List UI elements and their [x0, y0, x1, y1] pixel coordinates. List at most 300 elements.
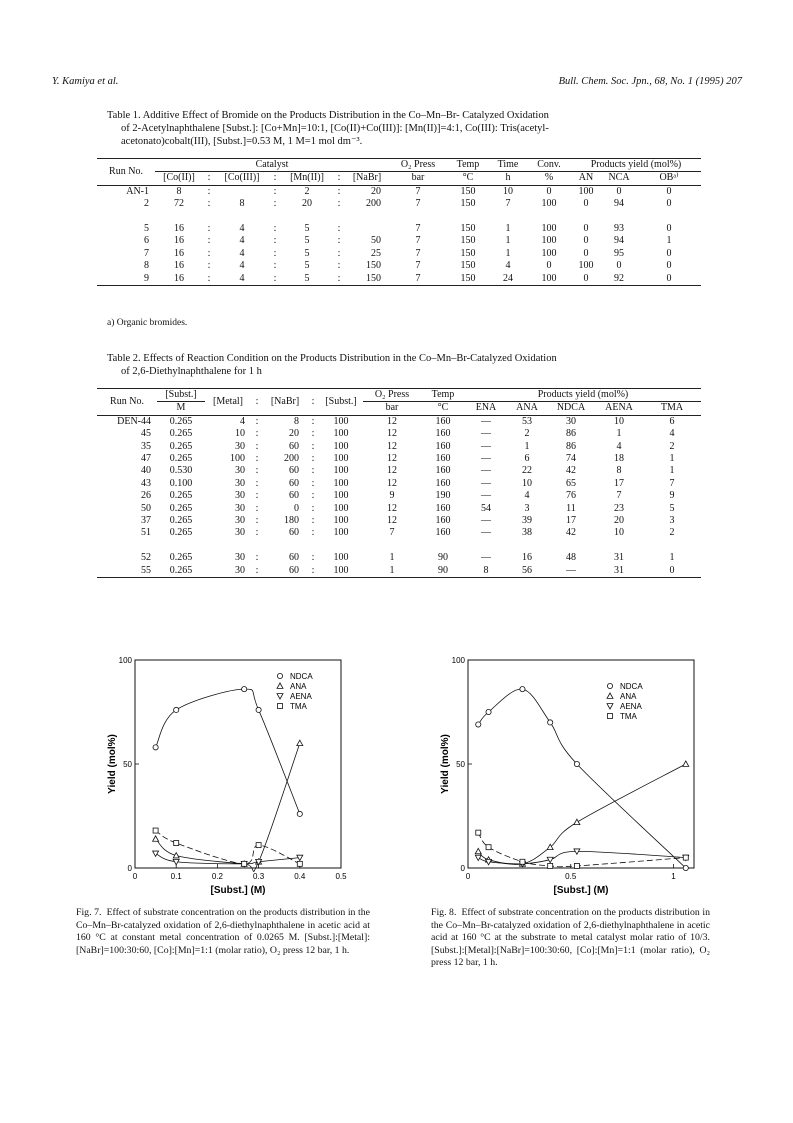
t2-tma: 2: [669, 527, 675, 539]
t2-o2: 7: [389, 527, 395, 539]
t2-colon: :: [311, 428, 315, 440]
t2-temp: 160: [435, 453, 451, 465]
t2-colon: :: [311, 552, 315, 564]
t2-ndca: —: [566, 564, 576, 576]
t1-time: 7: [505, 198, 511, 210]
t1-co2: 16: [174, 272, 184, 284]
t2-ena: —: [481, 440, 491, 452]
t1-co3: 4: [239, 272, 245, 284]
t1-colon: :: [337, 235, 341, 247]
t2-subst: 0.265: [169, 415, 193, 427]
t2-colon: :: [311, 515, 315, 527]
t2-tma: 3: [669, 515, 675, 527]
t1-mn: 5: [304, 247, 310, 259]
t2-nabr: 60: [289, 477, 299, 489]
t2-colon: :: [311, 490, 315, 502]
t1-o2: 7: [415, 260, 421, 272]
t2-sub-tma: TMA: [660, 402, 684, 414]
t1-run: 5: [144, 223, 149, 235]
t2-subst: 0.265: [169, 552, 193, 564]
t1-colon: :: [273, 223, 277, 235]
t2-metal: 30: [235, 564, 245, 576]
t1-an: 0: [583, 198, 589, 210]
t2-nabr: 60: [289, 564, 299, 576]
fig8-legend-label-ana: ANA: [620, 692, 637, 701]
t2-aena: 8: [616, 465, 622, 477]
fig7-y-tick-label: 100: [118, 656, 132, 665]
t2-subst2: 100: [333, 453, 349, 465]
fig8-data-point-ndca: [548, 720, 553, 725]
running-head-authors: Y. Kamiya et al.: [52, 76, 119, 87]
t2-subst: 0.265: [169, 490, 193, 502]
figure-7-chart: [100, 652, 360, 897]
t1-mn: 5: [304, 235, 310, 247]
table-row: [97, 260, 701, 272]
t2-ana: 16: [522, 552, 532, 564]
t2-tma: 1: [669, 552, 675, 564]
t2-unit-c: °C: [437, 402, 449, 414]
fig8-data-point-tma: [683, 855, 688, 860]
t2-colon: :: [255, 564, 259, 576]
table2-caption-line1: Table 2. Effects of Reaction Condition on the Products Distribution in the Co–Mn–Br-Catalyzed Oxidation: [107, 353, 557, 364]
t2-ena: —: [481, 527, 491, 539]
t1-unit-h: h: [505, 172, 511, 184]
fig8-data-point-tma: [574, 863, 579, 868]
fig8-data-point-aena: [475, 855, 481, 860]
fig8-y-tick-label: 50: [456, 760, 465, 769]
fig8-data-point-ndca: [476, 722, 481, 727]
fig8-caption-label: Fig. 8.: [431, 907, 457, 918]
t2-run: 26: [141, 490, 151, 502]
t2-o2: 12: [387, 453, 397, 465]
table-2: [97, 388, 701, 578]
fig8-data-point-tma: [548, 863, 553, 868]
t1-ob: 1: [666, 235, 672, 247]
t1-conv: 0: [546, 260, 552, 272]
t2-colon: :: [255, 527, 259, 539]
t1-time: 1: [505, 247, 511, 259]
t2-colon: :: [255, 428, 259, 440]
t2-subst2: 100: [333, 415, 349, 427]
t1-unit-pct: %: [544, 172, 554, 184]
t2-o2: 12: [387, 440, 397, 452]
t2-o2: 12: [387, 428, 397, 440]
t2-metal: 10: [235, 428, 245, 440]
t2-ena: —: [481, 552, 491, 564]
t1-sub-ob: OBᵃ⁾: [659, 172, 679, 184]
t2-run: 40: [141, 465, 151, 477]
table1-caption: [107, 109, 697, 148]
fig7-legend-marker-tma: [278, 704, 283, 709]
t2-ana: 22: [522, 465, 532, 477]
t1-ob: 0: [666, 272, 672, 284]
t1-mn: 5: [304, 272, 310, 284]
fig8-data-point-ana: [574, 819, 580, 824]
t1-co2: 16: [174, 247, 184, 259]
t2-ena: —: [481, 453, 491, 465]
table-row: [97, 453, 701, 465]
table-row: [97, 565, 701, 578]
t1-unit-bar: bar: [411, 172, 425, 184]
t1-an: 0: [583, 247, 589, 259]
t2-run: 35: [141, 440, 151, 452]
fig7-data-point-tma: [297, 861, 302, 866]
fig7-x-tick-label: 0.3: [253, 872, 265, 881]
t1-nca: 93: [614, 223, 624, 235]
t2-metal: 30: [235, 477, 245, 489]
table-row: [97, 198, 701, 210]
t1-nabr: [345, 223, 389, 235]
table-row: [97, 428, 701, 440]
fig8-data-point-tma: [520, 859, 525, 864]
t2-colon: :: [255, 395, 259, 407]
t1-conv: 100: [541, 198, 557, 210]
table-row: [97, 490, 701, 502]
t1-nca: 95: [614, 247, 624, 259]
t1-co3: 4: [239, 260, 245, 272]
t1-colon: :: [273, 198, 277, 210]
t2-metal: 30: [235, 490, 245, 502]
t2-ndca: 48: [566, 552, 576, 564]
table-row: [97, 235, 701, 247]
t1-an: 100: [578, 260, 594, 272]
fig8-x-tick-label: 1: [671, 872, 676, 881]
fig7-x-tick-label: 0.1: [170, 872, 182, 881]
table-row: [97, 465, 701, 477]
t2-nabr: 60: [289, 440, 299, 452]
t2-ndca: 17: [566, 515, 576, 527]
t1-colon: :: [337, 247, 341, 259]
t1-colon: :: [207, 172, 211, 184]
t2-header-subst2: [Subst.]: [325, 395, 357, 407]
t1-nca: 0: [616, 185, 622, 197]
t2-subst: 0.265: [169, 527, 193, 539]
fig7-y-tick-label: 50: [123, 760, 132, 769]
t1-an: 0: [583, 223, 589, 235]
t1-colon: :: [273, 247, 277, 259]
t2-temp: 90: [438, 552, 448, 564]
t2-colon: :: [311, 415, 315, 427]
table-row: [97, 527, 701, 539]
t1-unit-c: °C: [462, 172, 474, 184]
fig7-legend-label-tma: TMA: [290, 702, 307, 711]
t1-header-run: Run No.: [109, 165, 143, 177]
table2-caption: [107, 352, 697, 378]
t1-co2: 8: [176, 185, 182, 197]
t1-colon: :: [273, 185, 277, 197]
table-row: [97, 273, 701, 286]
t1-header-temp: Temp: [447, 159, 489, 172]
t2-nabr: 8: [294, 415, 299, 427]
t2-aena: 18: [614, 453, 624, 465]
t1-temp: 150: [460, 247, 476, 259]
t1-header-catalyst: Catalyst: [155, 159, 389, 172]
fig8-y-tick-label: 0: [460, 864, 465, 873]
fig7-data-point-tma: [153, 828, 158, 833]
fig8-legend-marker-tma: [608, 714, 613, 719]
fig8-data-point-ndca: [520, 687, 525, 692]
t2-metal: 30: [235, 502, 245, 514]
table-row: [97, 415, 701, 428]
t2-nabr: 60: [289, 490, 299, 502]
t2-ena: —: [481, 477, 491, 489]
t2-tma: 1: [669, 465, 675, 477]
table2-caption-line2: of 2,6-Diethylnaphthalene for 1 h: [121, 366, 262, 377]
fig8-data-point-ndca: [574, 761, 579, 766]
t2-ena: 8: [483, 564, 489, 576]
fig8-legend-marker-aena: [607, 704, 613, 709]
t2-o2: 1: [389, 552, 395, 564]
t2-subst: 0.100: [169, 477, 193, 489]
t1-o2: 7: [415, 198, 421, 210]
t1-colon: :: [207, 185, 211, 197]
t1-nabr: 50: [371, 235, 381, 247]
t1-time: 10: [503, 185, 513, 197]
t2-subst2: 100: [333, 465, 349, 477]
fig7-series-line-tma: [156, 831, 300, 864]
t2-colon: :: [311, 564, 315, 576]
t2-aena: 10: [614, 415, 624, 427]
t2-subst2: 100: [333, 552, 349, 564]
t2-ana: 2: [524, 428, 530, 440]
t1-sub-mn: [Mn(II)]: [290, 172, 324, 184]
t2-tma: 9: [669, 490, 675, 502]
t2-o2: 12: [387, 502, 397, 514]
t2-colon: :: [255, 477, 259, 489]
t1-o2: 7: [415, 185, 421, 197]
t1-conv: 100: [541, 235, 557, 247]
t2-colon: :: [255, 490, 259, 502]
t2-o2: 12: [387, 415, 397, 427]
t1-header-time: Time: [489, 159, 527, 172]
fig8-plot-frame: [468, 660, 694, 868]
t2-ana: 4: [524, 490, 530, 502]
t2-run: 55: [141, 564, 151, 576]
t1-temp: 150: [460, 260, 476, 272]
fig8-legend-label-aena: AENA: [620, 702, 642, 711]
fig7-data-point-aena: [153, 851, 159, 856]
t2-ena: —: [481, 515, 491, 527]
t1-run: AN-1: [126, 185, 149, 197]
t2-sub-ena: ENA: [475, 402, 497, 414]
table1-caption-line3: acetonato)cobalt(III), [Subst.]=0.53 M, 1 M=1 mol dm⁻³.: [121, 136, 363, 147]
fig7-legend-marker-ndca: [277, 673, 282, 678]
t2-colon: :: [255, 415, 259, 427]
t1-nabr: 25: [371, 247, 381, 259]
t1-run: 6: [144, 235, 149, 247]
t1-temp: 150: [460, 198, 476, 210]
t2-aena: 1: [616, 428, 622, 440]
fig8-series-line-aena: [478, 851, 686, 864]
t2-run: 50: [141, 502, 151, 514]
t1-colon: :: [337, 198, 341, 210]
t2-subst: 0.265: [169, 515, 193, 527]
t2-nabr: 180: [284, 515, 299, 527]
t1-mn: 5: [304, 260, 310, 272]
table-row: [97, 503, 701, 515]
fig7-caption-label: Fig. 7.: [76, 907, 102, 918]
t2-nabr: 60: [289, 465, 299, 477]
t2-subst2: 100: [333, 515, 349, 527]
t2-metal: 30: [235, 465, 245, 477]
t1-conv: 100: [541, 272, 557, 284]
t2-subst: 0.265: [169, 502, 193, 514]
fig8-caption-text: Effect of substrate concentration on the products distribution in the Co–Mn–Br-catalyzed oxidation of 2,6-diethylnaphthalene in acetic acid at 160 °C at the substrate to metal catalyst molar ratio of 10/3. [Subst.]:[Metal]:[NaBr]=100:30:60, [Co]:[Mn]=1:1 (molar ratio), O₂ press 12 bar, 1 h.: [431, 907, 710, 969]
fig7-data-point-tma: [242, 861, 247, 866]
fig7-data-point-tma: [174, 841, 179, 846]
fig7-x-tick-label: 0: [132, 872, 138, 881]
t2-subst2: 100: [333, 440, 349, 452]
t1-co2: 16: [174, 260, 184, 272]
t1-time: 1: [505, 235, 511, 247]
fig7-data-point-ana: [297, 740, 303, 745]
t2-run: 37: [141, 515, 151, 527]
t2-o2: 12: [387, 465, 397, 477]
table-row: [97, 441, 701, 453]
figure-8-caption: [415, 907, 710, 970]
t2-ana: 56: [522, 564, 532, 576]
t1-sub-nabr: [NaBr]: [352, 172, 382, 184]
t2-tma: 1: [669, 453, 675, 465]
t2-aena: 31: [614, 552, 624, 564]
fig8-x-axis-label: [Subst.] (M): [553, 885, 609, 896]
t1-colon: :: [337, 185, 341, 197]
t2-aena: 31: [614, 564, 624, 576]
t2-tma: 2: [669, 440, 675, 452]
running-head-journal: Bull. Chem. Soc. Jpn., 68, No. 1 (1995) 207: [558, 76, 742, 87]
t2-metal: 30: [235, 440, 245, 452]
t2-ena: 54: [481, 502, 491, 514]
t1-nabr: 200: [366, 198, 381, 210]
t1-sub-nca: NCA: [608, 172, 630, 184]
table-row: [97, 185, 701, 198]
t1-o2: 7: [415, 272, 421, 284]
t2-metal: 30: [235, 515, 245, 527]
t2-colon: :: [311, 440, 315, 452]
t2-nabr: 200: [284, 453, 299, 465]
t2-o2: 12: [387, 515, 397, 527]
t1-sub-an: AN: [578, 172, 594, 184]
t2-nabr: 20: [289, 428, 299, 440]
t2-colon: :: [311, 527, 315, 539]
fig8-data-point-ana: [475, 848, 481, 853]
t2-nabr: 60: [289, 527, 299, 539]
t1-temp: 150: [460, 235, 476, 247]
t1-nabr: 20: [371, 185, 381, 197]
t2-subst: 0.530: [169, 465, 193, 477]
t2-temp: 160: [435, 428, 451, 440]
t1-ob: 0: [666, 198, 672, 210]
t2-subst: 0.265: [169, 564, 193, 576]
t2-ena: —: [481, 428, 491, 440]
fig8-y-tick-label: 100: [451, 656, 465, 665]
fig7-legend-label-aena: AENA: [290, 692, 312, 701]
fig7-data-point-tma: [256, 843, 261, 848]
t2-colon: :: [311, 395, 315, 407]
fig7-legend-label-ndca: NDCA: [290, 672, 313, 681]
t1-co3: [215, 185, 269, 198]
t2-header-yield: Products yield (mol%): [465, 389, 701, 402]
t2-tma: 6: [669, 415, 675, 427]
t2-run: 52: [141, 552, 151, 564]
t2-temp: 160: [435, 440, 451, 452]
t2-ena: —: [481, 415, 491, 427]
t1-nca: 94: [614, 235, 624, 247]
t2-ndca: 74: [566, 453, 576, 465]
fig7-legend-marker-aena: [277, 694, 283, 699]
t2-ana: 53: [522, 415, 532, 427]
t2-ndca: 86: [566, 440, 576, 452]
t2-ndca: 42: [566, 465, 576, 477]
t2-colon: :: [311, 502, 315, 514]
fig8-x-tick-label: 0: [465, 872, 471, 881]
t2-subst2: 100: [333, 527, 349, 539]
t2-subst: 0.265: [169, 428, 193, 440]
t1-colon: :: [273, 272, 277, 284]
figure-7-caption: [60, 907, 370, 957]
t1-temp: 150: [460, 223, 476, 235]
t1-sub-co3: [Co(III)]: [224, 172, 260, 184]
t1-sub-co2: [Co(II)]: [163, 172, 195, 184]
fig8-legend-label-tma: TMA: [620, 712, 637, 721]
t2-ndca: 42: [566, 527, 576, 539]
t1-ob: 0: [666, 223, 672, 235]
fig7-y-axis-label: Yield (mol%): [107, 734, 118, 794]
fig8-y-axis-label: Yield (mol%): [440, 734, 451, 794]
t2-ndca: 11: [566, 502, 576, 514]
t2-header-nabr: [NaBr]: [270, 395, 300, 407]
fig7-series-line-ana: [156, 743, 300, 871]
t2-o2: 9: [389, 490, 395, 502]
fig8-data-point-ndca: [683, 865, 688, 870]
t2-temp: 90: [438, 564, 448, 576]
t1-header-yield: Products yield (mol%): [571, 159, 701, 172]
t1-time: 24: [503, 272, 513, 284]
t2-ana: 38: [522, 527, 532, 539]
fig8-data-point-tma: [476, 830, 481, 835]
t2-tma: 0: [669, 564, 675, 576]
t2-temp: 160: [435, 527, 451, 539]
t2-tma: 7: [669, 477, 675, 489]
t2-colon: :: [311, 465, 315, 477]
t2-colon: :: [255, 440, 259, 452]
t1-colon: :: [273, 172, 277, 184]
t1-co3: 4: [239, 223, 245, 235]
t2-tma: 4: [669, 428, 675, 440]
t2-colon: :: [311, 477, 315, 489]
t2-tma: 5: [669, 502, 675, 514]
fig7-data-point-ndca: [153, 745, 158, 750]
t1-co3: 4: [239, 247, 245, 259]
t1-ob: 0: [666, 247, 672, 259]
t1-nca: 0: [616, 260, 622, 272]
fig8-series-line-tma: [478, 833, 686, 867]
t2-aena: 10: [614, 527, 624, 539]
fig7-y-tick-label: 0: [127, 864, 132, 873]
fig8-legend: [607, 682, 643, 721]
t2-run: 51: [141, 527, 151, 539]
t2-subst: 0.265: [169, 440, 193, 452]
t1-o2: 7: [415, 223, 421, 235]
t1-conv: 100: [541, 223, 557, 235]
t2-temp: 160: [435, 477, 451, 489]
t1-colon: :: [337, 272, 341, 284]
t2-temp: 160: [435, 415, 451, 427]
t1-mn: 2: [304, 185, 310, 197]
t2-subst2: 100: [333, 428, 349, 440]
t2-subst2: 100: [333, 502, 349, 514]
fig8-data-point-ndca: [486, 709, 491, 714]
